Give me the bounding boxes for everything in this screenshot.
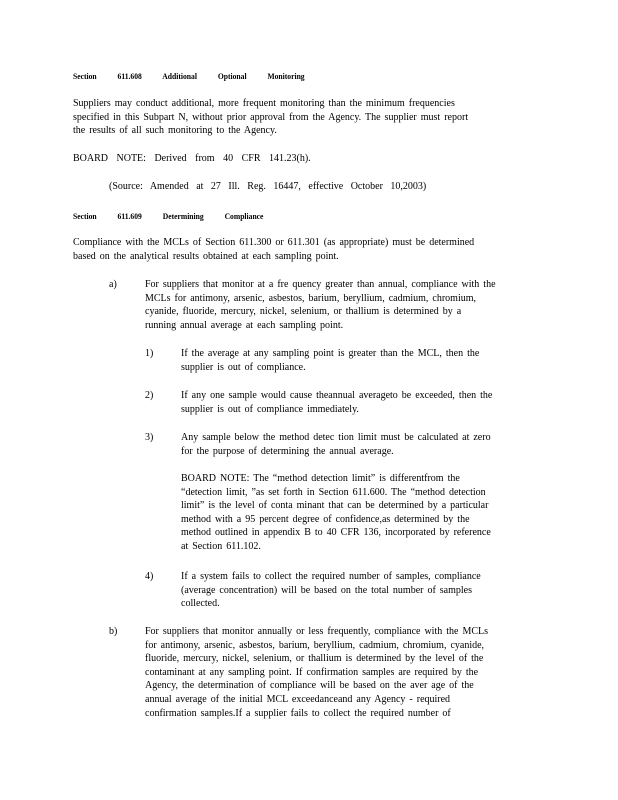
section-608-source-note: (Source: Amended at 27 Ill. Reg. 16447, effective October 10,2003) [109,181,427,192]
sub-item-4-text [181,570,541,611]
text-line: (average concentration) will be based on the total number of samples [181,584,473,596]
text-line: method with a 95 percent degree of confidence,as determined by the [181,513,470,525]
text-line: If any one sample would cause theannual averageto be exceeded, then the [181,390,493,401]
text-line: “detection limit, ”as set forth in Section 611.600. The “method detection [181,486,486,498]
item-a-text [145,278,545,332]
sub-item-2-text [181,389,541,416]
sub-item-3-board-note [181,472,541,554]
item-a-label: a) [109,279,117,290]
text-line: contaminant at any sampling point. If confirmation samples are required by the [145,666,479,678]
text-line: at Section 611.102. [181,540,261,552]
sub-item-1-label: 1) [145,348,154,359]
sub-item-1-text [181,347,541,374]
text-line: annual average of the initial MCL exceedanceand any Agency - required [145,693,451,705]
text-line: If the average at any sampling point is greater than the MCL, then the [181,348,480,359]
section-608-paragraph [73,97,533,138]
item-b-text [145,625,545,720]
text-line: for antimony, arsenic, asbestos, barium, beryllium, cadmium, chromium, cyanide, [145,639,485,651]
section-609-intro [73,236,533,263]
sub-item-3-text [181,431,541,458]
section-608-board-note: BOARD NOTE: Derived from 40 CFR 141.23(h). [73,153,311,164]
section-609-heading: Section 611.609 Determining Compliance [73,212,264,221]
text-line: Suppliers may conduct additional, more frequent monitoring than the minimum frequencies [73,98,455,109]
text-line: For suppliers that monitor annually or less frequently, compliance with the MCLs [145,626,489,637]
text-line: collected. [181,598,220,610]
text-line: fluoride, mercury, nickel, selenium, or thallium is determined by the level of the [145,653,484,665]
text-line: If a system fails to collect the required number of samples, compliance [181,571,481,582]
text-line: based on the analytical results obtained at each sampling point. [73,250,339,262]
text-line: the results of all such monitoring to the Agency. [73,125,277,137]
text-line: cyanide, fluoride, mercury, nickel, selenium, or thallium is determined by a [145,306,462,318]
sub-item-3-label: 3) [145,432,154,443]
sub-item-4-label: 4) [145,571,154,582]
text-line: BOARD NOTE: The “method detection limit” is differentfrom the [181,473,460,484]
item-b-label: b) [109,626,118,637]
text-line: limit” is the level of conta minant that can be determined by a particular [181,500,489,512]
text-line: Compliance with the MCLs of Section 611.300 or 611.301 (as appropriate) must be determined [73,237,475,248]
sub-item-2-label: 2) [145,390,154,401]
text-line: running annual average at each sampling point. [145,319,344,331]
text-line: Any sample below the method detec tion limit must be calculated at zero [181,432,491,443]
text-line: supplier is out of compliance. [181,361,306,373]
text-line: for the purpose of determining the annual average. [181,445,394,457]
text-line: method outlined in appendix B to 40 CFR 136, incorporated by reference [181,527,491,539]
text-line: supplier is out of compliance immediately. [181,403,359,415]
text-line: Agency, the determination of compliance will be based on the aver age of the [145,680,474,692]
text-line: confirmation samples.If a supplier fails to collect the required number of [145,707,451,719]
text-line: specified in this Subpart N, without prior approval from the Agency. The supplier must report [73,111,469,123]
section-608-heading: Section 611.608 Additional Optional Monitoring [73,72,305,81]
text-line: For suppliers that monitor at a fre quency greater than annual, compliance with the [145,279,496,290]
text-line: MCLs for antimony, arsenic, asbestos, barium, beryllium, cadmium, chromium, [145,292,477,304]
